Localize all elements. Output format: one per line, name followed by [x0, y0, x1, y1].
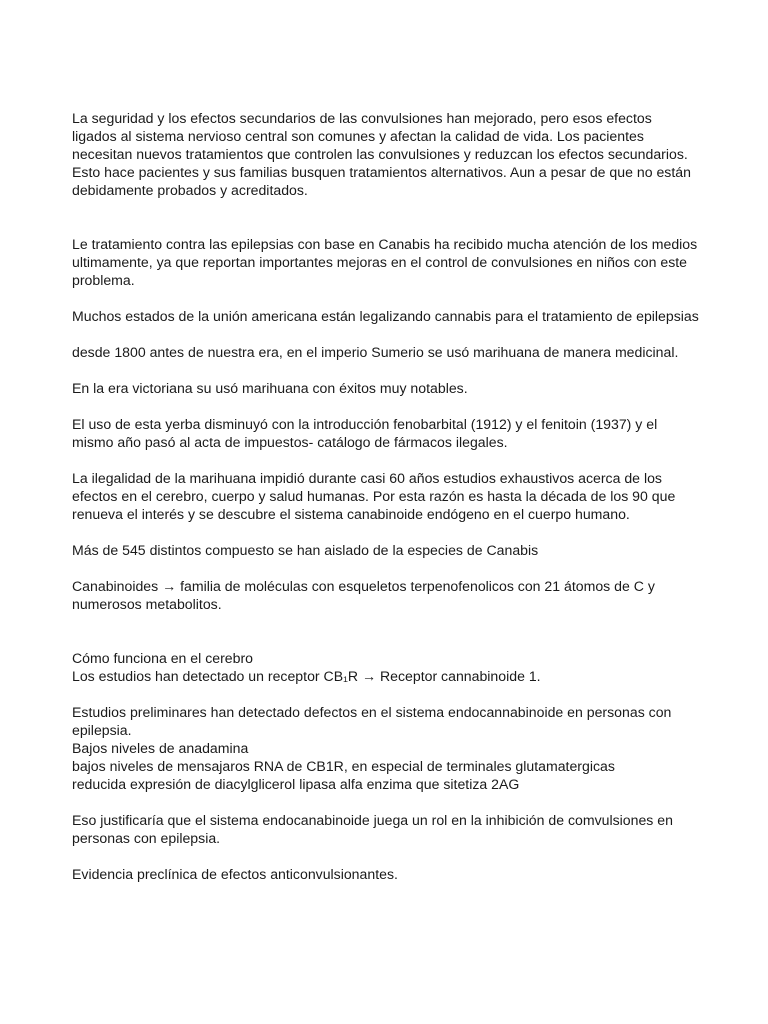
paragraph-rna-levels: bajos niveles de mensajaros RNA de CB1R, en especial de terminales glutamatergicas: [72, 758, 615, 774]
paragraph-receptor: Los estudios han detectado un receptor CB₁R → Receptor cannabinoide 1.: [72, 668, 541, 684]
paragraph-us-legalization: Muchos estados de la unión americana están legalizando cannabis para el tratamiento de epilepsias: [72, 308, 699, 324]
section-heading-brain: Cómo funciona en el cerebro: [72, 650, 253, 666]
paragraph-anandamide: Bajos niveles de anadamina: [72, 740, 249, 756]
paragraph-victorian-era: En la era victoriana su usó marihuana con éxitos muy notables.: [72, 380, 468, 396]
paragraph-preliminary-studies: Estudios preliminares han detectado defectos en el sistema endocannabinoide en personas con epilepsia.: [72, 704, 672, 738]
paragraph-compounds: Más de 545 distintos compuesto se han aislado de la especies de Canabis: [72, 542, 539, 558]
paragraph-illegality: La ilegalidad de la marihuana impidió durante casi 60 años estudios exhaustivos acerca de los efectos en el cerebro, cuerpo y salud humanas. Por esta razón es hasta la década de los 90 que renueva el interés y se descubre el sistema canabinoide endógeno en el cuerpo humano.: [72, 470, 676, 522]
paragraph-cannabinoids: Canabinoides → familia de moléculas con esqueletos terpenofenolicos con 21 átomos de C y numerosos metabolitos.: [72, 578, 655, 612]
paragraph-enzyme-expression: reducida expresión de diacylglicerol lipasa alfa enzima que sitetiza 2AG: [72, 776, 520, 792]
paragraph-cannabis-treatment: Le tratamiento contra las epilepsias con base en Canabis ha recibido mucha atención de los medios ultimamente, ya que reportan importantes mejoras en el control de convulsiones en niños con este problema.: [72, 236, 698, 288]
document-page: [72, 109, 700, 883]
paragraph-preclinical-evidence: Evidencia preclínica de efectos anticonvulsionantes.: [72, 866, 398, 882]
paragraph-justification: Eso justificaría que el sistema endocanabinoide juega un rol en la inhibición de comvulsiones en personas con epilepsia.: [72, 812, 673, 846]
paragraph-intro: La seguridad y los efectos secundarios de las convulsiones han mejorado, pero esos efectos ligados al sistema nervioso central son comunes y afectan la calidad de vida. Los pacientes necesitan nuevos tratamientos que controlen las convulsiones y reduzcan los efectos secundarios. Esto hace pacientes y sus familias busquen tratamientos alternativos. Aun a pesar de que no están debidamente probados y acreditados.: [72, 110, 691, 198]
paragraph-sumerian-history: desde 1800 antes de nuestra era, en el imperio Sumerio se usó marihuana de manera medicinal.: [72, 344, 679, 360]
paragraph-decline: El uso de esta yerba disminuyó con la introducción fenobarbital (1912) y el fenitoin (1937) y el mismo año pasó al acta de impuestos- catálogo de fármacos ilegales.: [72, 416, 658, 450]
